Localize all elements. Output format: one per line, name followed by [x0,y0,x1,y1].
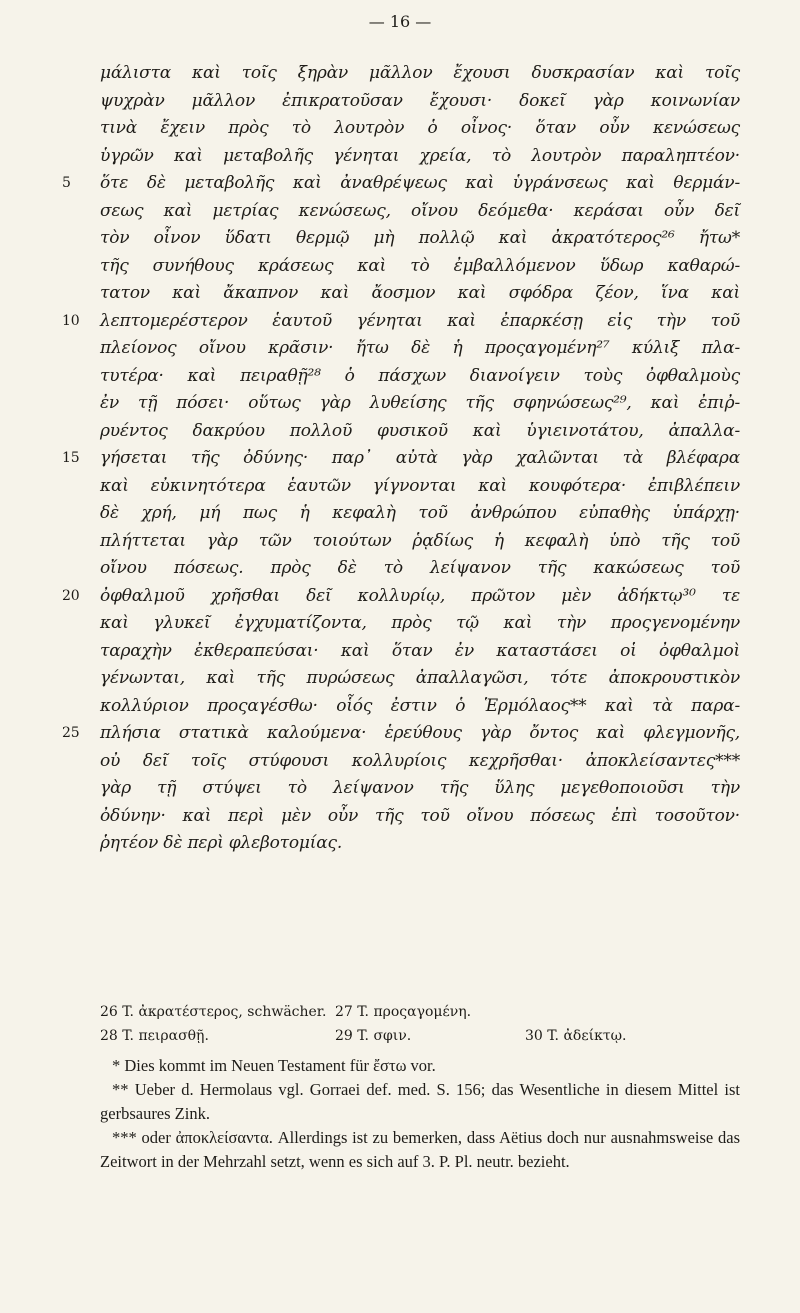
text-line [100,803,740,831]
line-text: γὰρ τῇ στύψει τὸ λείψανον τῆς ὕλης μεγεθοποιοῦσι τὴν [100,778,740,798]
text-line [100,693,740,721]
line-text: δὲ χρή, μή πως ἡ κεφαλὴ τοῦ ἀνθρώπου εὐπαθὴς ὑπάρχῃ· [100,503,740,523]
text-line [100,830,740,858]
line-text: γένωνται, καὶ τῆς πυρώσεως ἀπαλλαγῶσι, τότε ἀποκρουστικὸν [100,668,740,688]
text-line [100,775,740,803]
line-number: 5 [62,175,71,191]
text-line [100,473,740,501]
line-text: ὀδύνην· καὶ περὶ μὲν οὖν τῆς τοῦ οἴνου πόσεως ἐπὶ τοσοῦτον· [100,805,740,826]
variant-row [100,1000,740,1024]
commentary-notes [100,1054,740,1174]
line-text: πλήττεται γὰρ τῶν τοιούτων ῥᾳδίως ἡ κεφαλὴ ὑπὸ τῆς τοῦ [100,530,740,551]
line-number: 20 [62,587,80,604]
line-text: ῥητέον δὲ περὶ φλεβοτομίας. [100,833,343,853]
text-line [100,418,740,446]
line-text: ψυχρὰν μᾶλλον ἐπικρατοῦσαν ἔχουσι· δοκεῖ γὰρ κοινωνίαν [100,90,740,111]
text-line [100,60,740,88]
variant-reading: 30 T. ἀδείκτῳ. [525,1028,627,1044]
line-text: ὅτε δὲ μεταβολῆς καὶ ἀναθρέψεως καὶ ὑγράνσεως καὶ θερμάν- [100,173,740,193]
text-line [100,280,740,308]
text-line [100,610,740,638]
footnotes [100,1000,740,1174]
line-text: τατον καὶ ἄκαπνον καὶ ἄοσμον καὶ σφόδρα ζέον, ἵνα καὶ [100,283,740,303]
line-text: πλήσια στατικὰ καλούμενα· ἑρεύθους γὰρ ὄντος καὶ φλεγμονῆς, [100,723,740,743]
variant-reading: 28 T. πειρασθῇ. [100,1028,209,1044]
text-line [100,638,740,666]
line-text: ταραχὴν ἐκθεραπεύσαι· καὶ ὅταν ἐν καταστάσει οἱ ὀφθαλμοὶ [100,640,740,661]
line-number: 10 [62,312,80,329]
line-text: ἐν τῇ πόσει· οὕτως γὰρ λυθείσης τῆς σφηνώσεως²⁹, καὶ ἐπιῤ- [100,393,740,413]
line-text: σεως καὶ μετρίας κενώσεως, οἴνου δεόμεθα· κεράσαι οὖν δεῖ [100,200,740,221]
text-line [100,88,740,116]
text-line [62,308,740,336]
footnote: *** oder ἀποκλείσαντα. Allerdings ist zu bemerken, dass Aëtius doch nur ausnahmsweise das Zeitwort in der Mehrzahl setzt, wenn es sich auf 3. P. Pl. neutr. bezieht. [100,1128,740,1171]
line-text: λεπτομερέστερον ἑαυτοῦ γένηται καὶ ἐπαρκέσῃ εἰς τὴν τοῦ [100,310,740,331]
line-text: μάλιστα καὶ τοῖς ξηρὰν μᾶλλον ἔχουσι δυσκρασίαν καὶ τοῖς [100,63,740,83]
main-text [62,60,740,858]
text-line [100,390,740,418]
text-line [100,363,740,391]
line-text: πλείονος οἴνου κρᾶσιν· ἤτω δὲ ἡ προςαγομένη²⁷ κύλιξ πλα- [100,338,740,358]
variant-reading: 29 T. σφιν. [335,1028,412,1044]
variant-reading: 27 T. προςαγομένη. [335,1004,472,1020]
line-text: τινὰ ἔχειν πρὸς τὸ λουτρὸν ὁ οἶνος· ὅταν οὖν κενώσεως [100,118,740,138]
line-text: τυτέρα· καὶ πειραθῇ²⁸ ὁ πάσχων διανοίγειν τοὺς ὀφθαλμοὺς [100,365,740,386]
text-line [100,253,740,281]
line-text: γήσεται τῆς ὀδύνης· παρ᾽ αὐτὰ γὰρ χαλῶνται τὰ βλέφαρα [100,448,740,468]
line-text: ὀφθαλμοῦ χρῆσθαι δεῖ κολλυρίῳ, πρῶτον μὲν ἀδήκτῳ³⁰ τε [100,585,740,606]
line-text: οὐ δεῖ τοῖς στύφουσι κολλυρίοις κεχρῆσθαι· ἀποκλείσαντες*** [100,750,740,771]
text-line [100,143,740,171]
text-line [62,170,740,198]
text-line [62,720,740,748]
variant-row [100,1024,740,1048]
text-line [100,198,740,226]
text-line [100,225,740,253]
variant-reading: 26 T. ἀκρατέστερος, schwächer. [100,1004,327,1020]
line-text: καὶ εὐκινητότερα ἑαυτῶν γίγνονται καὶ κουφότερα· ἐπιβλέπειν [100,475,740,496]
line-text: οἴνου πόσεως. πρὸς δὲ τὸ λείψανον τῆς κακώσεως τοῦ [100,558,740,578]
text-line [62,445,740,473]
text-line [100,665,740,693]
text-line [62,583,740,611]
variant-readings [100,1000,740,1048]
footnote: ** Ueber d. Hermolaus vgl. Gorraei def. med. S. 156; das Wesentliche in diesem Mittel ist gerbsaures Zink. [100,1080,740,1123]
text-line [100,335,740,363]
line-text: καὶ γλυκεῖ ἐγχυματίζοντα, πρὸς τῷ καὶ τὴν προςγενομένην [100,613,740,633]
line-text: ὑγρῶν καὶ μεταβολῆς γένηται χρεία, τὸ λουτρὸν παραληπτέον· [100,145,740,166]
line-number: 15 [62,450,80,466]
line-number: 25 [62,725,80,741]
line-text: τῆς συνήθους κράσεως καὶ τὸ ἐμβαλλόμενον ὕδωρ καθαρώ- [100,255,740,276]
text-line [100,555,740,583]
text-line [100,500,740,528]
text-line [100,748,740,776]
text-line [100,528,740,556]
line-text: ρυέντος δακρύου πολλοῦ φυσικοῦ καὶ ὑγιεινοτάτου, ἀπαλλα- [100,420,740,441]
line-text: κολλύριον προςαγέσθω· οἷός ἐστιν ὁ Ἑρμόλαος** καὶ τὰ παρα- [100,695,740,716]
line-text: τὸν οἶνον ὕδατι θερμῷ μὴ πολλῷ καὶ ἀκρατότερος²⁶ ἤτω* [100,228,740,248]
footnote: * Dies kommt im Neuen Testament für ἔστω vor. [112,1056,436,1075]
page-number: — 16 — [368,12,432,31]
text-line [100,115,740,143]
